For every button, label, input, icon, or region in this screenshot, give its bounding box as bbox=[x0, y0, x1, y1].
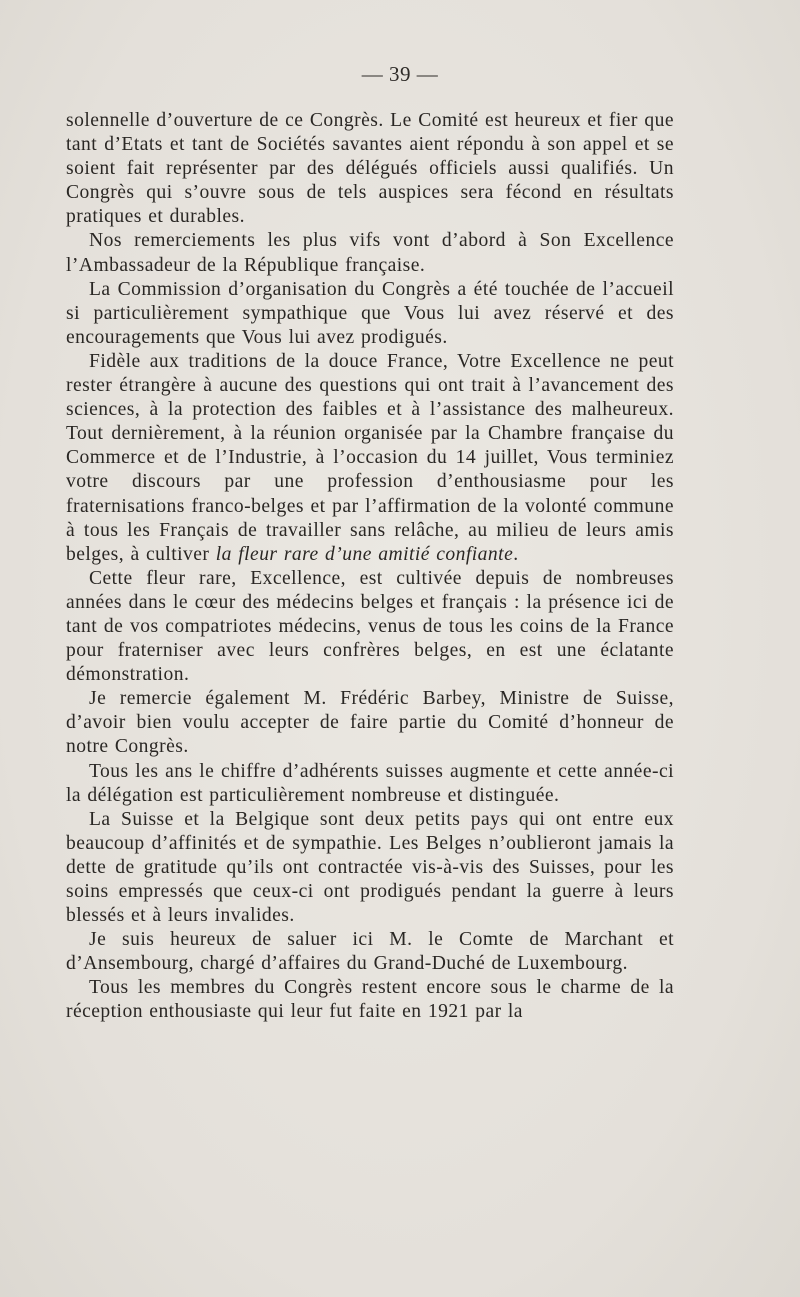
paragraph-1: solennelle d’ouverture de ce Congrès. Le Comité est heureux et fier que tant d’Etats et tant de Sociétés savantes aient répondu à son appel et se soient fait représenter par des délégués officiels aussi qualifiés. Un Congrès qui s’ouvre sous de tels auspices sera fécond en résultats pratiques et durables. bbox=[66, 110, 674, 228]
paragraph-10: Tous les membres du Congrès restent encore sous le charme de la réception enthousiaste qui leur fut faite en 1921 par la bbox=[66, 977, 674, 1023]
italic-quote: la fleur rare d’une amitié confiante bbox=[215, 543, 514, 565]
paragraph-5: Cette fleur rare, Excellence, est cultivée depuis de nombreuses années dans le cœur des médecins belges et français : la présence ici de tant de vos compatriotes médecins, venus de tous les coins de la France pour fraterniser avec leurs confrères belges, en est une éclatante démonstration. bbox=[66, 567, 674, 686]
paragraph-8: La Suisse et la Belgique sont deux petits pays qui ont entre eux beaucoup d’affinités et de sympathie. Les Belges n’oublieront jamais la dette de gratitude qu’ils ont contractée vis-à-vis des Suisses, pour les soins empressés que ceux-ci ont prodigués pendant la guerre à leurs blessés et à leurs invalides. bbox=[66, 808, 674, 927]
page-number: — 39 — bbox=[361, 62, 439, 86]
paragraph-6: Je remercie également M. Frédéric Barbey, Ministre de Suisse, d’avoir bien voulu accepter de faire partie du Comité d’honneur de notre Congrès. bbox=[66, 688, 674, 758]
paragraph-9: Je suis heureux de saluer ici M. le Comte de Marchant et d’Ansembourg, chargé d’affaires du Grand-Duché de Luxembourg. bbox=[66, 929, 674, 975]
paragraph-7: Tous les ans le chiffre d’adhérents suisses augmente et cette année-ci la délégation est particulièrement nombreuse et distinguée. bbox=[66, 760, 674, 806]
body-text bbox=[66, 109, 674, 1025]
paragraph-2: Nos remerciements les plus vifs vont d’abord à Son Excellence l’Ambassadeur de la République française. bbox=[66, 230, 674, 276]
paragraph-4: Fidèle aux traditions de la douce France, Votre Excellence ne peut rester étrangère à aucune des questions qui ont trait à l’avancement des sciences, à la protection des faibles et à l’assistance des malheureux. Tout dernièrement, à la réunion organisée par la Chambre française du Commerce et de l’Industrie, à l’occasion du 14 juillet, Vous terminiez votre discours par une profession d’enthousiasme pour les fraternisations franco-belges et par l’affirmation de la volonté commune à tous les Français de travailler sans relâche, au milieu de leurs amis belges, à cultiver la fleur rare d’une amitié confiante. bbox=[66, 350, 674, 565]
paragraph-3: La Commission d’organisation du Congrès a été touchée de l’accueil si particulièrement sympathique que Vous lui avez réservé et des encouragements que Vous lui avez prodigués. bbox=[66, 278, 674, 348]
